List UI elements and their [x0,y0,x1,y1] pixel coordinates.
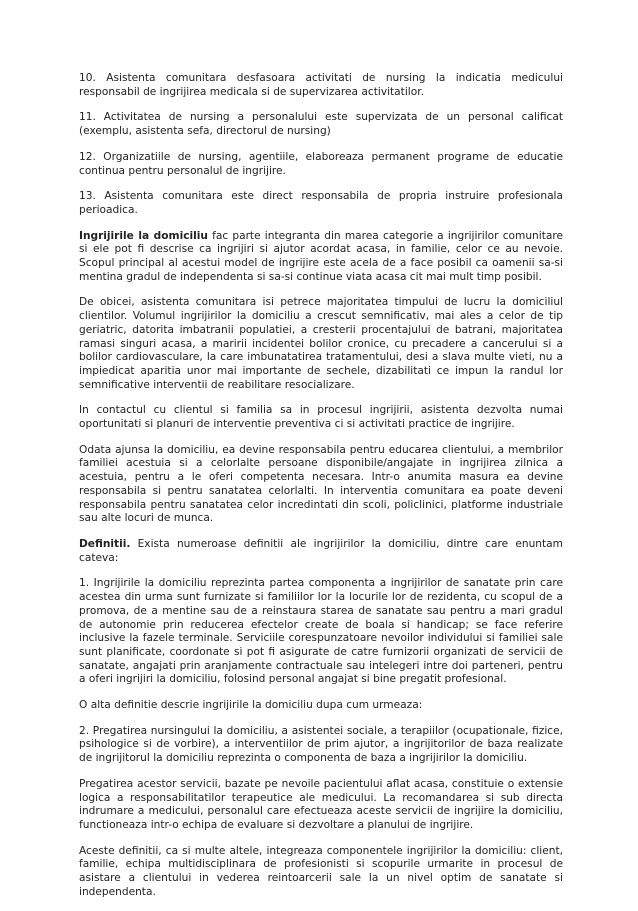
paragraph-item-12: 12. Organizatiile de nursing, agentiile, elaboreaza permanent programe de educatie continua pentru personalul de ingrijire. [79,150,563,177]
paragraph-item-13: 13. Asistenta comunitara este direct responsabila de propria instruire profesionala perioadica. [79,190,563,216]
paragraph-definitie-1: 1. Ingrijirile la domiciliu reprezinta partea componenta a ingrijirilor de sanatate prin care acestea din urma sunt furnizate si familiilor lor la locurile lor de rezidenta, cu scopul de a promova, de a mentine sau de a reinstaura starea de sanatate sau pentru a mari gradul de autonomie prin reducerea efectelor create de boala si handicap; se face referire inclusive la fazele terminale. Serviciile corespunzatoare nevoilor individului si familiei sale sunt planificate, coordonate si pot fi asigurate de catre furnizorii organizati de servicii de sanatate, angajati prin aranjamente contractuale sau intelegeri intre doi parteneri, pentru a oferi ingrijiri la domiciliu, folosind personal angajat si bine pregatit profesional. [79,577,563,686]
heading-definitii: Definitii. [79,537,131,550]
paragraph-definitii [79,538,563,565]
paragraph-definitie-2: 2. Pregatirea nursingului la domiciliu, a asistentei sociale, a terapiilor (ocupationale, fizice, psihologice si de vorbire), a interventiilor de prim ajutor, a ingrijitorilor de baza realizate de ingrijitorul la domiciliu reprezinta o componenta de baza a ingrijirilor la domiciliu. [79,724,563,765]
paragraph-definitii-text: Exista numeroase definitii ale ingrijirilor la domiciliu, dintre care enuntam cateva: [79,537,563,564]
paragraph-de-obicei: De obicei, asistenta comunitara isi petrece majoritatea timpului de lucru la domiciliul clientilor. Volumul ingrijirilor la domiciliu a crescut semnificativ, mai ales a celor de tip geriatric, datorita imbatranii populatiei, a cresterii procentajului de batrani, majoritatea ramasi singuri acasa, a maririi incidentei bolilor cronice, cu precadere a cancerului si a bolilor cardiovasculare, la care imbunatatirea tratamentului, desi a slava multe vieti, nu a impiedicat aparitia unor mai importante de sechele, dizabilitati ce impun la randul lor semnificative interventii de reabilitare resocializare. [79,296,563,391]
paragraph-odata: Odata ajunsa la domiciliu, ea devine responsabila pentru educarea clientului, a membrilor familiei acestuia si a celorlalte persoane disponibile/angajate in ingrijirea zilnica a acestuia, pentru a le oferi competenta necesara. Intr-o anumita masura ea devine responsabila si pentru sanatatea celorlalti. In interventia comunitara ea poate deveni responsabila pentru sanatatea celor incredintati din scoli, policlinici, platforme industriale sau alte locuri de munca. [79,443,563,525]
paragraph-contactul: In contactul cu clientul si familia sa in procesul ingrijirii, asistenta dezvolta numai oportunitati si planuri de interventie preventiva ci si activitati practice de ingrijire. [79,404,563,431]
paragraph-pregatirea: Pregatirea acestor servicii, bazate pe nevoile pacientului aflat acasa, constituie o extensie logica a responsabilitatilor terapeutice ale medicului. La recomandarea si sub directa indrumare a medicului, personalul care efectueaza aceste servicii de ingrijire la domiciliu, functioneaza intr-o echipa de evaluare si dezvoltare a planului de ingrijire. [79,777,563,831]
paragraph-aceste-definitii: Aceste definitii, ca si multe altele, integreaza componentele ingrijirilor la domiciliu: client, familie, echipa multidisciplinara de profesionisti si scopurile urmarite in procesul de asistare a clientului in vederea reintoarcerii sale la un nivel optim de sanatate si independenta. [79,844,563,898]
paragraph-item-11: 11. Activitatea de nursing a personalului este supervizata de un personal calificat (exemplu, asistenta sefa, directorul de nursing) [79,111,563,138]
paragraph-ingrijiri-domiciliu-text: fac parte integranta din marea categorie a ingrijirilor comunitare si ele pot fi descrise ca ingrijiri si ajutor acordat acasa, in familie, celor ce au nevoie. Scopul principal al acestui model de ingrijire este acela de a face posibil ca oamenii sa-si mentina gradul de independenta si sa-si continue viata acasa cit mai mult timp posibil. [79,229,563,283]
paragraph-ingrijiri-domiciliu [79,230,563,285]
paragraph-item-10: 10. Asistenta comunitara desfasoara activitati de nursing la indicatia medicului responsabil de ingrijirea medicala si de supervizarea activitatilor. [79,72,563,98]
document-page [79,72,563,911]
paragraph-alta-definitie: O alta definitie descrie ingrijirile la domiciliu dupa cum urmeaza: [79,699,423,712]
heading-ingrijiri-domiciliu: Ingrijirile la domiciliu [79,229,208,242]
